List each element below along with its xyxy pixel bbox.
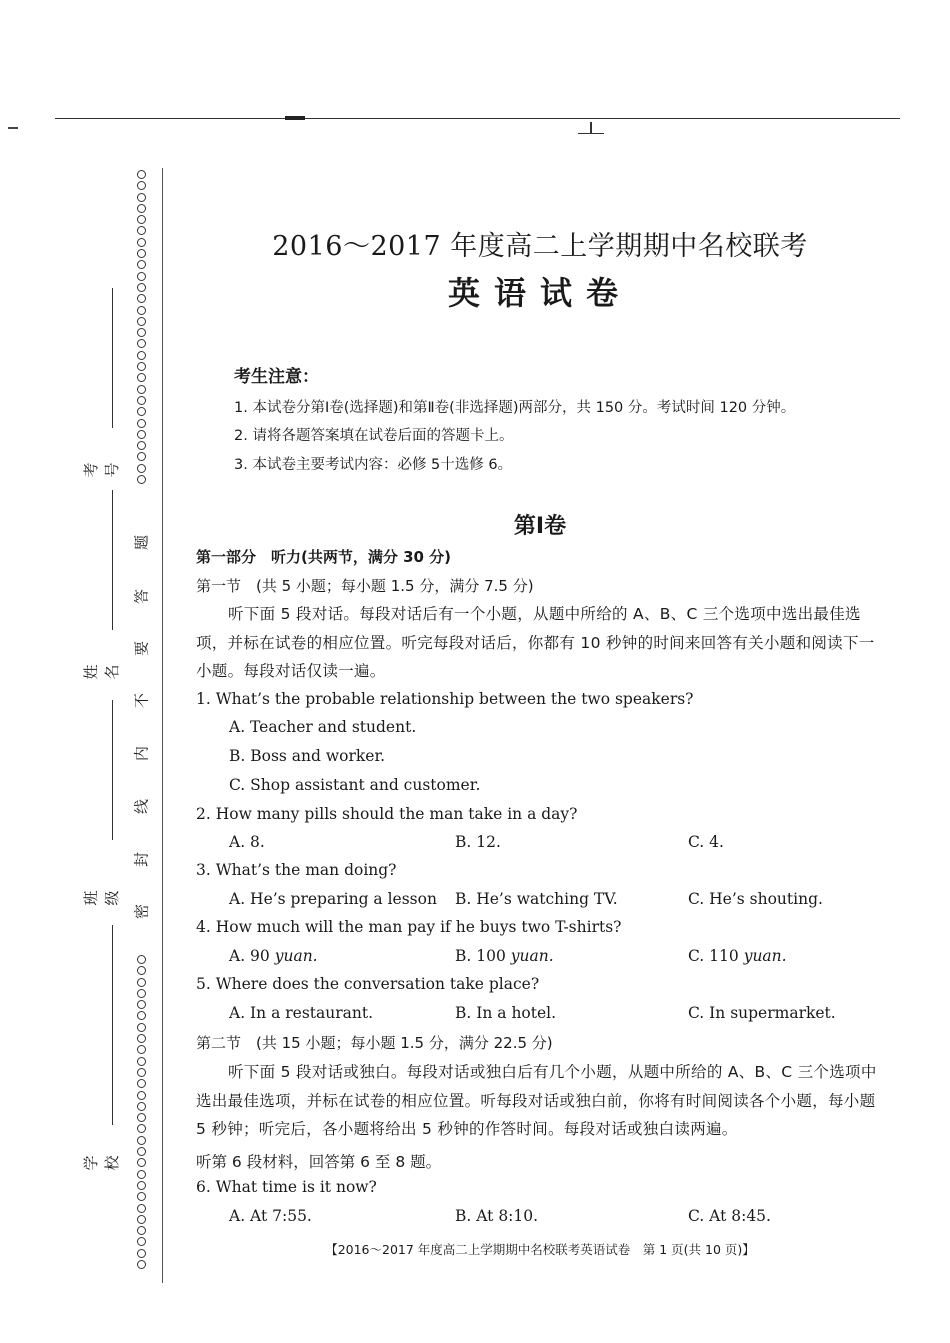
- binding-circle: [137, 373, 146, 382]
- class-label: 班级: [82, 890, 121, 906]
- q3-option-c: C. He’s shouting.: [688, 890, 823, 908]
- binding-circle: [137, 452, 146, 461]
- binding-circle: [137, 1237, 146, 1246]
- binding-circle: [137, 430, 146, 439]
- q6-option-c: C. At 8:45.: [688, 1207, 771, 1225]
- q6-option-b: B. At 8:10.: [455, 1207, 539, 1225]
- exam-number-label: 考号: [82, 462, 121, 478]
- binding-circle: [137, 204, 146, 213]
- volume-heading: 第Ⅰ卷: [513, 514, 567, 539]
- q3-option-b: B. He’s watching TV.: [455, 890, 618, 908]
- q4-option-b: [455, 947, 554, 965]
- notice-item-2: 2. 请将各题答案填在试卷后面的答题卡上。: [234, 428, 514, 444]
- binding-circle: [137, 362, 146, 371]
- question-1: 1. What’s the probable relationship between the two speakers?: [196, 690, 694, 708]
- binding-circle: [137, 1260, 146, 1269]
- top-border-mark: [285, 116, 305, 120]
- q4-option-a-text: A. 90: [229, 947, 270, 965]
- section2-material: 听第 6 段材料，回答第 6 至 8 题。: [196, 1153, 442, 1171]
- q6-option-a: A. At 7:55.: [229, 1207, 312, 1225]
- binding-circle: [137, 1113, 146, 1122]
- binding-circle: [137, 1147, 146, 1156]
- binding-circle: [137, 283, 146, 292]
- exam-title: 2016～2017 年度高二上学期期中名校联考: [272, 231, 808, 262]
- q4-option-c: [688, 947, 787, 965]
- binding-circle: [137, 1057, 146, 1066]
- q1-option-b: B. Boss and worker.: [229, 747, 386, 765]
- binding-circle: [137, 978, 146, 987]
- q5-option-c: C. In supermarket.: [688, 1004, 836, 1022]
- seal-char-ti: 题: [132, 535, 151, 551]
- question-2: 2. How many pills should the man take in a day?: [196, 805, 578, 823]
- q4-option-b-unit: yuan.: [510, 947, 554, 965]
- school-label: 学校: [82, 1155, 121, 1171]
- school-line: [112, 925, 113, 1125]
- q5-option-a: A. In a restaurant.: [229, 1004, 374, 1022]
- binding-circle: [137, 475, 146, 484]
- binding-circle: [137, 1158, 146, 1167]
- binding-circle: [137, 181, 146, 190]
- binding-circle: [137, 1068, 146, 1077]
- section2-instructions: 听下面 5 段对话或独白。每段对话或独白后有几个小题，从题中所给的 A、B、C 三个选项中选出最佳选项，并标在试卷的相应位置。听每段对话或独白前，你将有时间阅读各个小题，每小题 5 秒钟；听完后，各小题将给出 5 秒钟的作答时间。每段对话或独白读两遍。: [196, 1063, 877, 1138]
- q2-option-c: C. 4.: [688, 833, 724, 851]
- q4-option-c-unit: yuan.: [743, 947, 787, 965]
- binding-circle: [137, 396, 146, 405]
- binding-circle: [137, 1136, 146, 1145]
- name-label: 姓名: [82, 664, 121, 680]
- binding-circle: [137, 339, 146, 348]
- seal-char-yao: 要: [132, 641, 151, 657]
- question-3: 3. What’s the man doing?: [196, 861, 397, 879]
- binding-circle: [137, 170, 146, 179]
- binding-circle: [137, 419, 146, 428]
- section2-heading: 第二节 (共 15 小题；每小题 1.5 分，满分 22.5 分): [196, 1034, 553, 1052]
- binding-circles-bottom: [134, 955, 148, 1271]
- seal-char-mi: 密: [132, 904, 151, 920]
- left-edge-mark: [8, 127, 18, 129]
- class-line: [112, 700, 113, 840]
- binding-line: [162, 168, 163, 1283]
- q1-option-a: A. Teacher and student.: [229, 718, 417, 736]
- binding-circle: [137, 407, 146, 416]
- binding-circle: [137, 351, 146, 360]
- binding-circle: [137, 966, 146, 975]
- q4-option-c-text: C. 110: [688, 947, 739, 965]
- question-5: 5. Where does the conversation take place?: [196, 975, 540, 993]
- binding-circle: [137, 215, 146, 224]
- part1-heading: 第一部分 听力(共两节，满分 30 分): [196, 548, 452, 566]
- q4-option-b-text: B. 100: [455, 947, 506, 965]
- q4-option-a: [229, 947, 318, 965]
- q1-option-c: C. Shop assistant and customer.: [229, 776, 481, 794]
- binding-circle: [137, 272, 146, 281]
- name-line: [112, 490, 113, 630]
- question-6: 6. What time is it now?: [196, 1178, 377, 1196]
- binding-circle: [137, 1215, 146, 1224]
- seal-char-feng: 封: [132, 852, 151, 868]
- question-4: 4. How much will the man pay if he buys two T-shirts?: [196, 918, 622, 936]
- top-border-line: [55, 118, 900, 119]
- binding-circle: [137, 989, 146, 998]
- binding-circle: [137, 226, 146, 235]
- seal-char-bu: 不: [132, 693, 151, 709]
- binding-circle: [137, 294, 146, 303]
- binding-circle: [137, 1000, 146, 1009]
- binding-circle: [137, 1226, 146, 1235]
- binding-circle: [137, 1192, 146, 1201]
- notice-heading: 考生注意：: [234, 367, 319, 387]
- binding-circle: [137, 385, 146, 394]
- binding-circle: [137, 306, 146, 315]
- binding-circle: [137, 193, 146, 202]
- binding-circle: [137, 260, 146, 269]
- q3-option-a: A. He’s preparing a lesson: [229, 890, 437, 908]
- notice-item-1: 1. 本试卷分第Ⅰ卷(选择题)和第Ⅱ卷(非选择题)两部分，共 150 分。考试时间 120 分钟。: [234, 400, 796, 416]
- binding-circle: [137, 1204, 146, 1213]
- notice-item-3: 3. 本试卷主要考试内容：必修 5十选修 6。: [234, 457, 513, 473]
- binding-circle: [137, 317, 146, 326]
- q2-option-b: B. 12.: [455, 833, 501, 851]
- seal-char-xian: 线: [132, 799, 151, 815]
- section1-heading: 第一节 (共 5 小题；每小题 1.5 分，满分 7.5 分): [196, 577, 534, 595]
- q4-option-a-unit: yuan.: [274, 947, 318, 965]
- binding-circle: [137, 1079, 146, 1088]
- exam-subtitle: 英语试卷: [447, 274, 632, 312]
- binding-circle: [137, 1011, 146, 1020]
- q5-option-b: B. In a hotel.: [455, 1004, 557, 1022]
- binding-circle: [137, 249, 146, 258]
- binding-circle: [137, 1034, 146, 1043]
- seal-char-da: 答: [132, 589, 151, 605]
- binding-circle: [137, 1102, 146, 1111]
- binding-circle: [137, 328, 146, 337]
- binding-circle: [137, 441, 146, 450]
- binding-circle: [137, 1124, 146, 1133]
- binding-circle: [137, 1091, 146, 1100]
- binding-circle: [137, 464, 146, 473]
- q2-option-a: A. 8.: [229, 833, 265, 851]
- binding-circles-top: [134, 170, 148, 486]
- binding-circle: [137, 1181, 146, 1190]
- page-footer: 【2016～2017 年度高二上学期期中名校联考英语试卷 第 1 页(共 10 页)】: [325, 1242, 755, 1257]
- binding-circle: [137, 1023, 146, 1032]
- section1-instructions: 听下面 5 段对话。每段对话后有一个小题，从题中所给的 A、B、C 三个选项中选出最佳选项，并标在试卷的相应位置。听完每段对话后，你都有 10 秒钟的时间来回答有关小题和阅读下一小题。每段对话仅读一遍。: [196, 605, 875, 680]
- binding-circle: [137, 1045, 146, 1054]
- top-center-mark-base: [578, 133, 604, 134]
- seal-char-nei: 内: [132, 746, 151, 762]
- binding-circle: [137, 1170, 146, 1179]
- exam-number-line: [112, 288, 113, 428]
- binding-circle: [137, 238, 146, 247]
- binding-circle: [137, 955, 146, 964]
- binding-circle: [137, 1249, 146, 1258]
